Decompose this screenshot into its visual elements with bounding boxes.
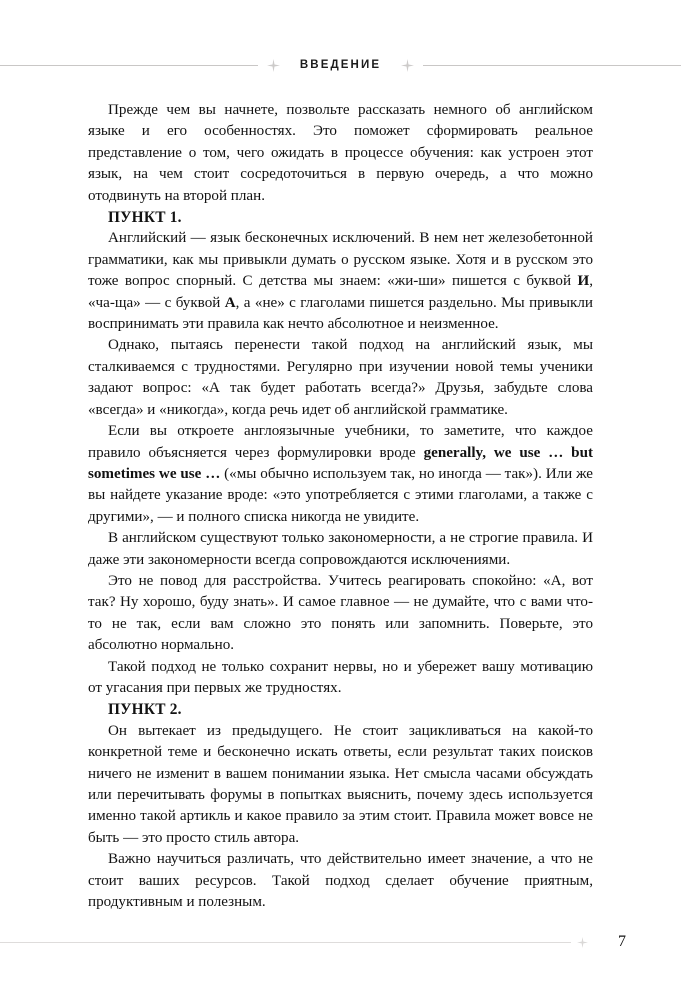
- paragraph-text: , а «не» с глаголами пишется раздельно. Мы привыкли воспринимать эти правила как нечто абсолютное и неизменное.: [88, 294, 593, 333]
- section-heading: ПУНКТ 1.: [108, 209, 182, 227]
- body-paragraph: [88, 335, 593, 421]
- section-heading: ПУНКТ 2.: [108, 701, 182, 719]
- running-head-rule-left: [0, 65, 258, 66]
- sections-container: [88, 207, 593, 913]
- folio-rule: [0, 942, 571, 943]
- paragraph-text: Это не повод для расстройства. Учитесь реагировать спокойно: «А, вот так? Ну хорошо, буду знать». И самое главное — не думайте, что с вами что-то не так, если вам сложно это понять или запомнить. Поверьте, это абсолютно нормально.: [88, 572, 593, 654]
- body-paragraph: [88, 657, 593, 700]
- running-head-title: ВВЕДЕНИЕ: [299, 59, 382, 71]
- four-pointed-star-icon: [267, 59, 280, 72]
- body-paragraph: [88, 571, 593, 657]
- four-pointed-star-icon: [577, 937, 588, 948]
- intro-paragraph: Прежде чем вы начнете, позвольте рассказать немного об английском языке и его особенностях. Это поможет сформировать реальное представление о том, чего ожидать в процессе обучения: как устроен этот язык, на чем стоит сосредоточиться в первую очередь, а что можно отодвинуть на второй план.: [88, 102, 593, 204]
- emphasis-text: И: [577, 273, 590, 290]
- paragraph-text: Английский — язык бесконечных исключений. В нем нет железобетонной грамматики, как мы привыкли думать о русском языке. Хотя и в русском это тоже вопрос спорный. С детства мы знаем: «жи-ши» пишется с буквой: [88, 230, 593, 290]
- emphasis-text: А: [224, 294, 236, 311]
- emphasis-text: generally, we use … but sometimes we use …: [88, 444, 593, 482]
- paragraph-text: Он вытекает из предыдущего. Не стоит зацикливаться на какой-то конкретной теме и бесконечно искать ответы, если результат таких поисков ничего не изменит в вашем понимании языка. Нет смысла часами обсуждать или перечитывать форумы в попытках выяснить, почему здесь используется именно такой артикль и какое правило за этим стоит. Правила может вовсе не быть — это просто стиль автора.: [88, 722, 593, 846]
- page-footer: [0, 930, 681, 954]
- running-head-rule-right: [423, 65, 681, 66]
- paragraph-text: Однако, пытаясь перенести такой подход на английский язык, мы сталкиваемся с трудностями. Регулярно при изучении новой темы ученики задают вопрос: «А так будет работать всегда?» Друзья, забудьте слова «всегда» и «никогда», когда речь идет об английской грамматике.: [88, 337, 593, 418]
- body-paragraph: [88, 228, 593, 335]
- paragraph-text: Важно научиться различать, что действительно имеет значение, а что не стоит ваших ресурсов. Такой подход сделает обучение приятным, продуктивным и полезным.: [88, 851, 593, 911]
- body-paragraph: [88, 421, 593, 528]
- paragraph-text: («мы обычно используем так, но иногда — так»). Или же вы найдете указание вроде: «это употребляется с этими глаголами, а также с другими», — и полного списка никогда не увидите.: [88, 465, 593, 525]
- page-number: 7: [618, 933, 626, 950]
- running-head: [0, 52, 681, 78]
- body-paragraph: [88, 721, 593, 849]
- body-paragraph: [88, 528, 593, 571]
- four-pointed-star-icon: [401, 59, 414, 72]
- paragraph-text: , «ча-ща» — с буквой: [88, 273, 593, 311]
- paragraph-text: Такой подход не только сохранит нервы, но и убережет вашу мотивацию от угасания при первых же трудностях.: [88, 658, 593, 696]
- body-text-column: [88, 100, 593, 913]
- paragraph-text: В английском существуют только закономерности, а не строгие правила. И даже эти закономерности всегда сопровождаются исключениями.: [88, 530, 593, 568]
- paragraph-text: Если вы откроете англоязычные учебники, то заметите, что каждое правило объясняется через формулировки вроде: [88, 423, 593, 461]
- body-paragraph: [88, 849, 593, 913]
